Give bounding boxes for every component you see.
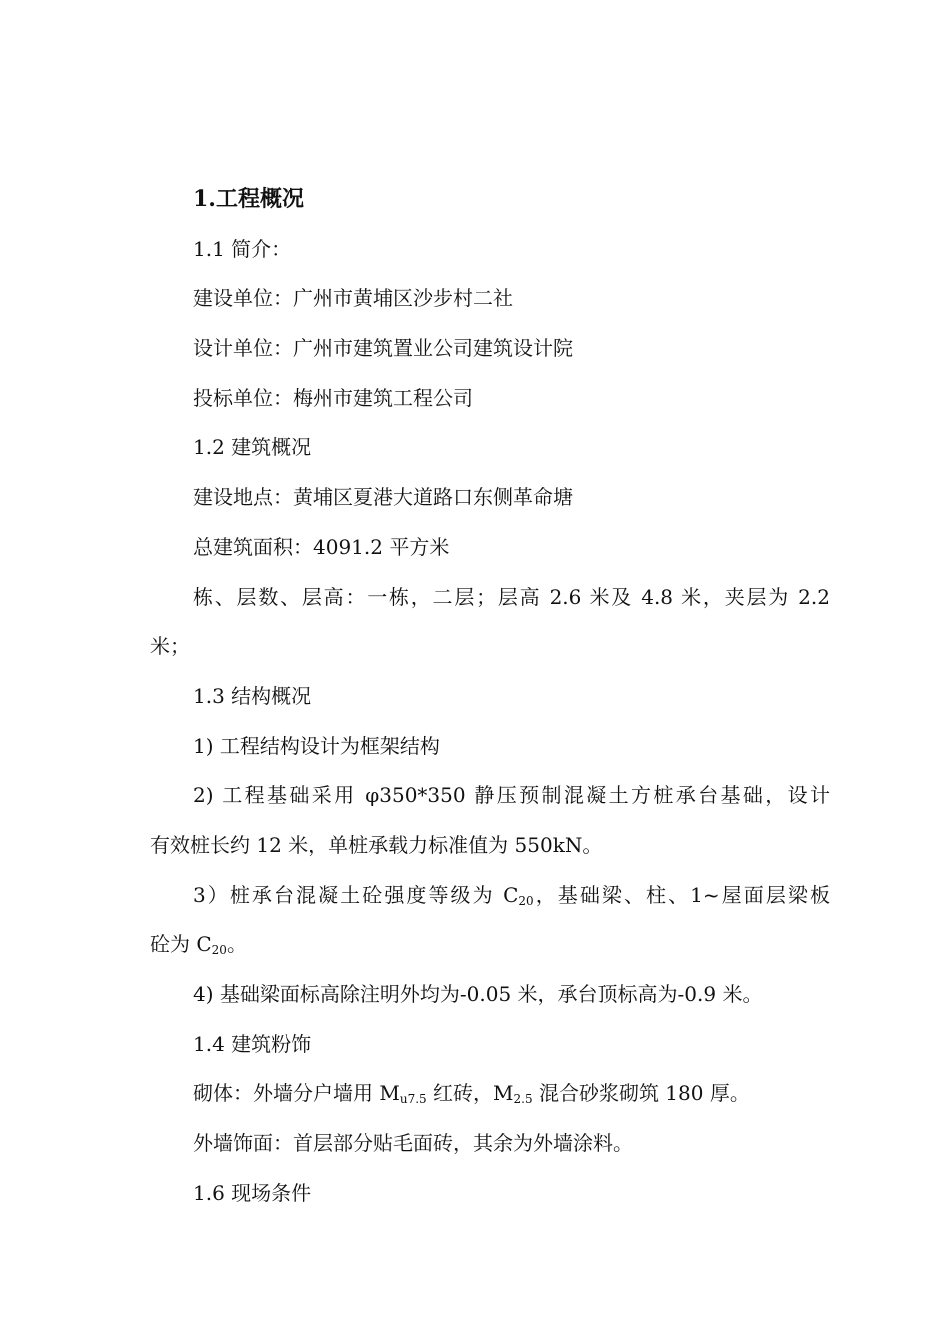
structure-item-2: 2) 工程基础采用 φ350*350 静压预制混凝土方桩承台基础，设计 [193, 783, 830, 808]
section-heading: 1.工程概况 [193, 186, 304, 212]
concrete-grade-subscript: 20 [211, 943, 227, 958]
structure-item-3-text: 3）桩承台混凝土砼强度等级为 C [193, 882, 519, 907]
builder-line: 建设单位：广州市黄埔区沙步村二社 [193, 286, 513, 311]
structure-item-3b-text: 砼为 C [150, 932, 212, 957]
structure-item-3-continued [150, 920, 830, 970]
facade-line: 外墙饰面：首层部分贴毛面砖，其余为外墙涂料。 [193, 1131, 633, 1156]
structure-item-2-continued: 有效桩长约 12 米，单桩承载力标准值为 550kN。 [150, 832, 603, 857]
structure-item-4: 4) 基础梁面标高除注明外均为-0.05 米，承台顶标高为-0.9 米。 [193, 982, 763, 1006]
structure-item-1: 1) 工程结构设计为框架结构 [193, 733, 440, 758]
subsection-title-building: 1.2 建筑概况 [193, 435, 312, 460]
floors-line: 栋、层数、层高：一栋，二层；层高 2.6 米及 4.8 米，夹层为 2.2 [193, 584, 830, 609]
subsection-title-structure: 1.3 结构概况 [193, 683, 312, 708]
subsection-title-site: 1.6 现场条件 [193, 1180, 312, 1205]
area-line: 总建筑面积：4091.2 平方米 [193, 534, 450, 559]
brick-grade-subscript: u7.5 [399, 1092, 427, 1107]
structure-item-3b-end: 。 [226, 932, 247, 957]
designer-line: 设计单位：广州市建筑置业公司建筑设计院 [193, 336, 573, 361]
subsection-title-finishing: 1.4 建筑粉饰 [193, 1031, 312, 1056]
document-body [150, 175, 830, 1218]
subsection-title-intro: 1.1 简介： [193, 236, 292, 261]
location-line: 建设地点：黄埔区夏港大道路口东侧革命塘 [193, 485, 573, 510]
masonry-text-a: 砌体：外墙分户墙用 M [193, 1081, 400, 1106]
mortar-grade-subscript: 2.5 [513, 1092, 533, 1107]
floors-line-continued: 米； [150, 634, 190, 659]
masonry-text-c: 混合砂浆砌筑 180 厚。 [532, 1081, 750, 1106]
masonry-line [150, 1069, 830, 1119]
structure-item-3-text-rest: ，基础梁、柱、1~屋面层梁板 [533, 882, 830, 907]
bidder-line: 投标单位：梅州市建筑工程公司 [193, 385, 473, 410]
concrete-grade-subscript: 20 [518, 893, 534, 908]
masonry-text-b: 红砖，M [426, 1081, 514, 1106]
structure-item-3 [150, 871, 830, 921]
